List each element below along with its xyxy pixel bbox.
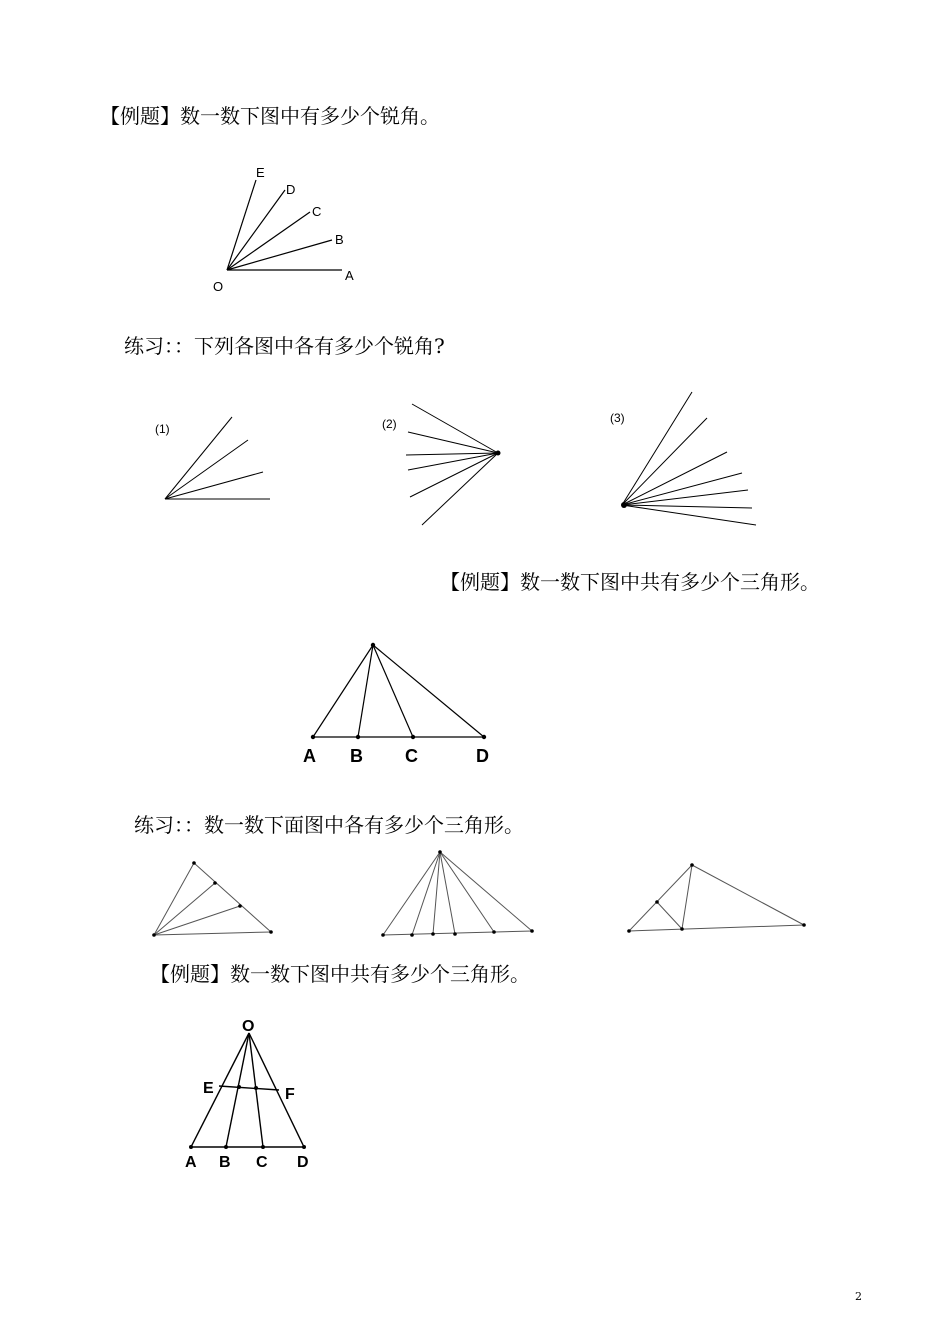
label-a: A (345, 268, 354, 283)
label-e: E (256, 165, 265, 180)
label-a: A (303, 746, 316, 766)
label-b: B (335, 232, 344, 247)
label-e: E (203, 1080, 214, 1097)
label-c: C (256, 1154, 268, 1171)
label-c: C (405, 746, 418, 766)
example-2-heading: 【例题】数一数下图中共有多少个三角形。 (440, 570, 820, 594)
figure-label-3: (3) (610, 411, 625, 425)
label-d: D (297, 1154, 309, 1171)
label-a: A (185, 1154, 197, 1171)
label-b: B (350, 746, 363, 766)
figure-label-1: (1) (155, 422, 170, 436)
label-b: B (219, 1154, 231, 1171)
label-d: D (476, 746, 489, 766)
example-1-heading: 【例题】数一数下图中有多少个锐角。 (100, 104, 440, 128)
label-c: C (312, 204, 322, 219)
practice-2-heading: 练习：：数一数下面图中各有多少个三角形。 (134, 813, 524, 837)
page-number: 2 (855, 1290, 862, 1303)
label-f: F (285, 1086, 295, 1103)
label-d: D (286, 182, 296, 197)
practice-1-heading: 练习：：下列各图中各有多少个锐角? (124, 334, 445, 358)
label-o: O (242, 1018, 255, 1035)
figure-label-2: (2) (382, 417, 397, 431)
example-3-heading: 【例题】数一数下图中共有多少个三角形。 (150, 962, 530, 986)
label-o: O (213, 279, 224, 294)
